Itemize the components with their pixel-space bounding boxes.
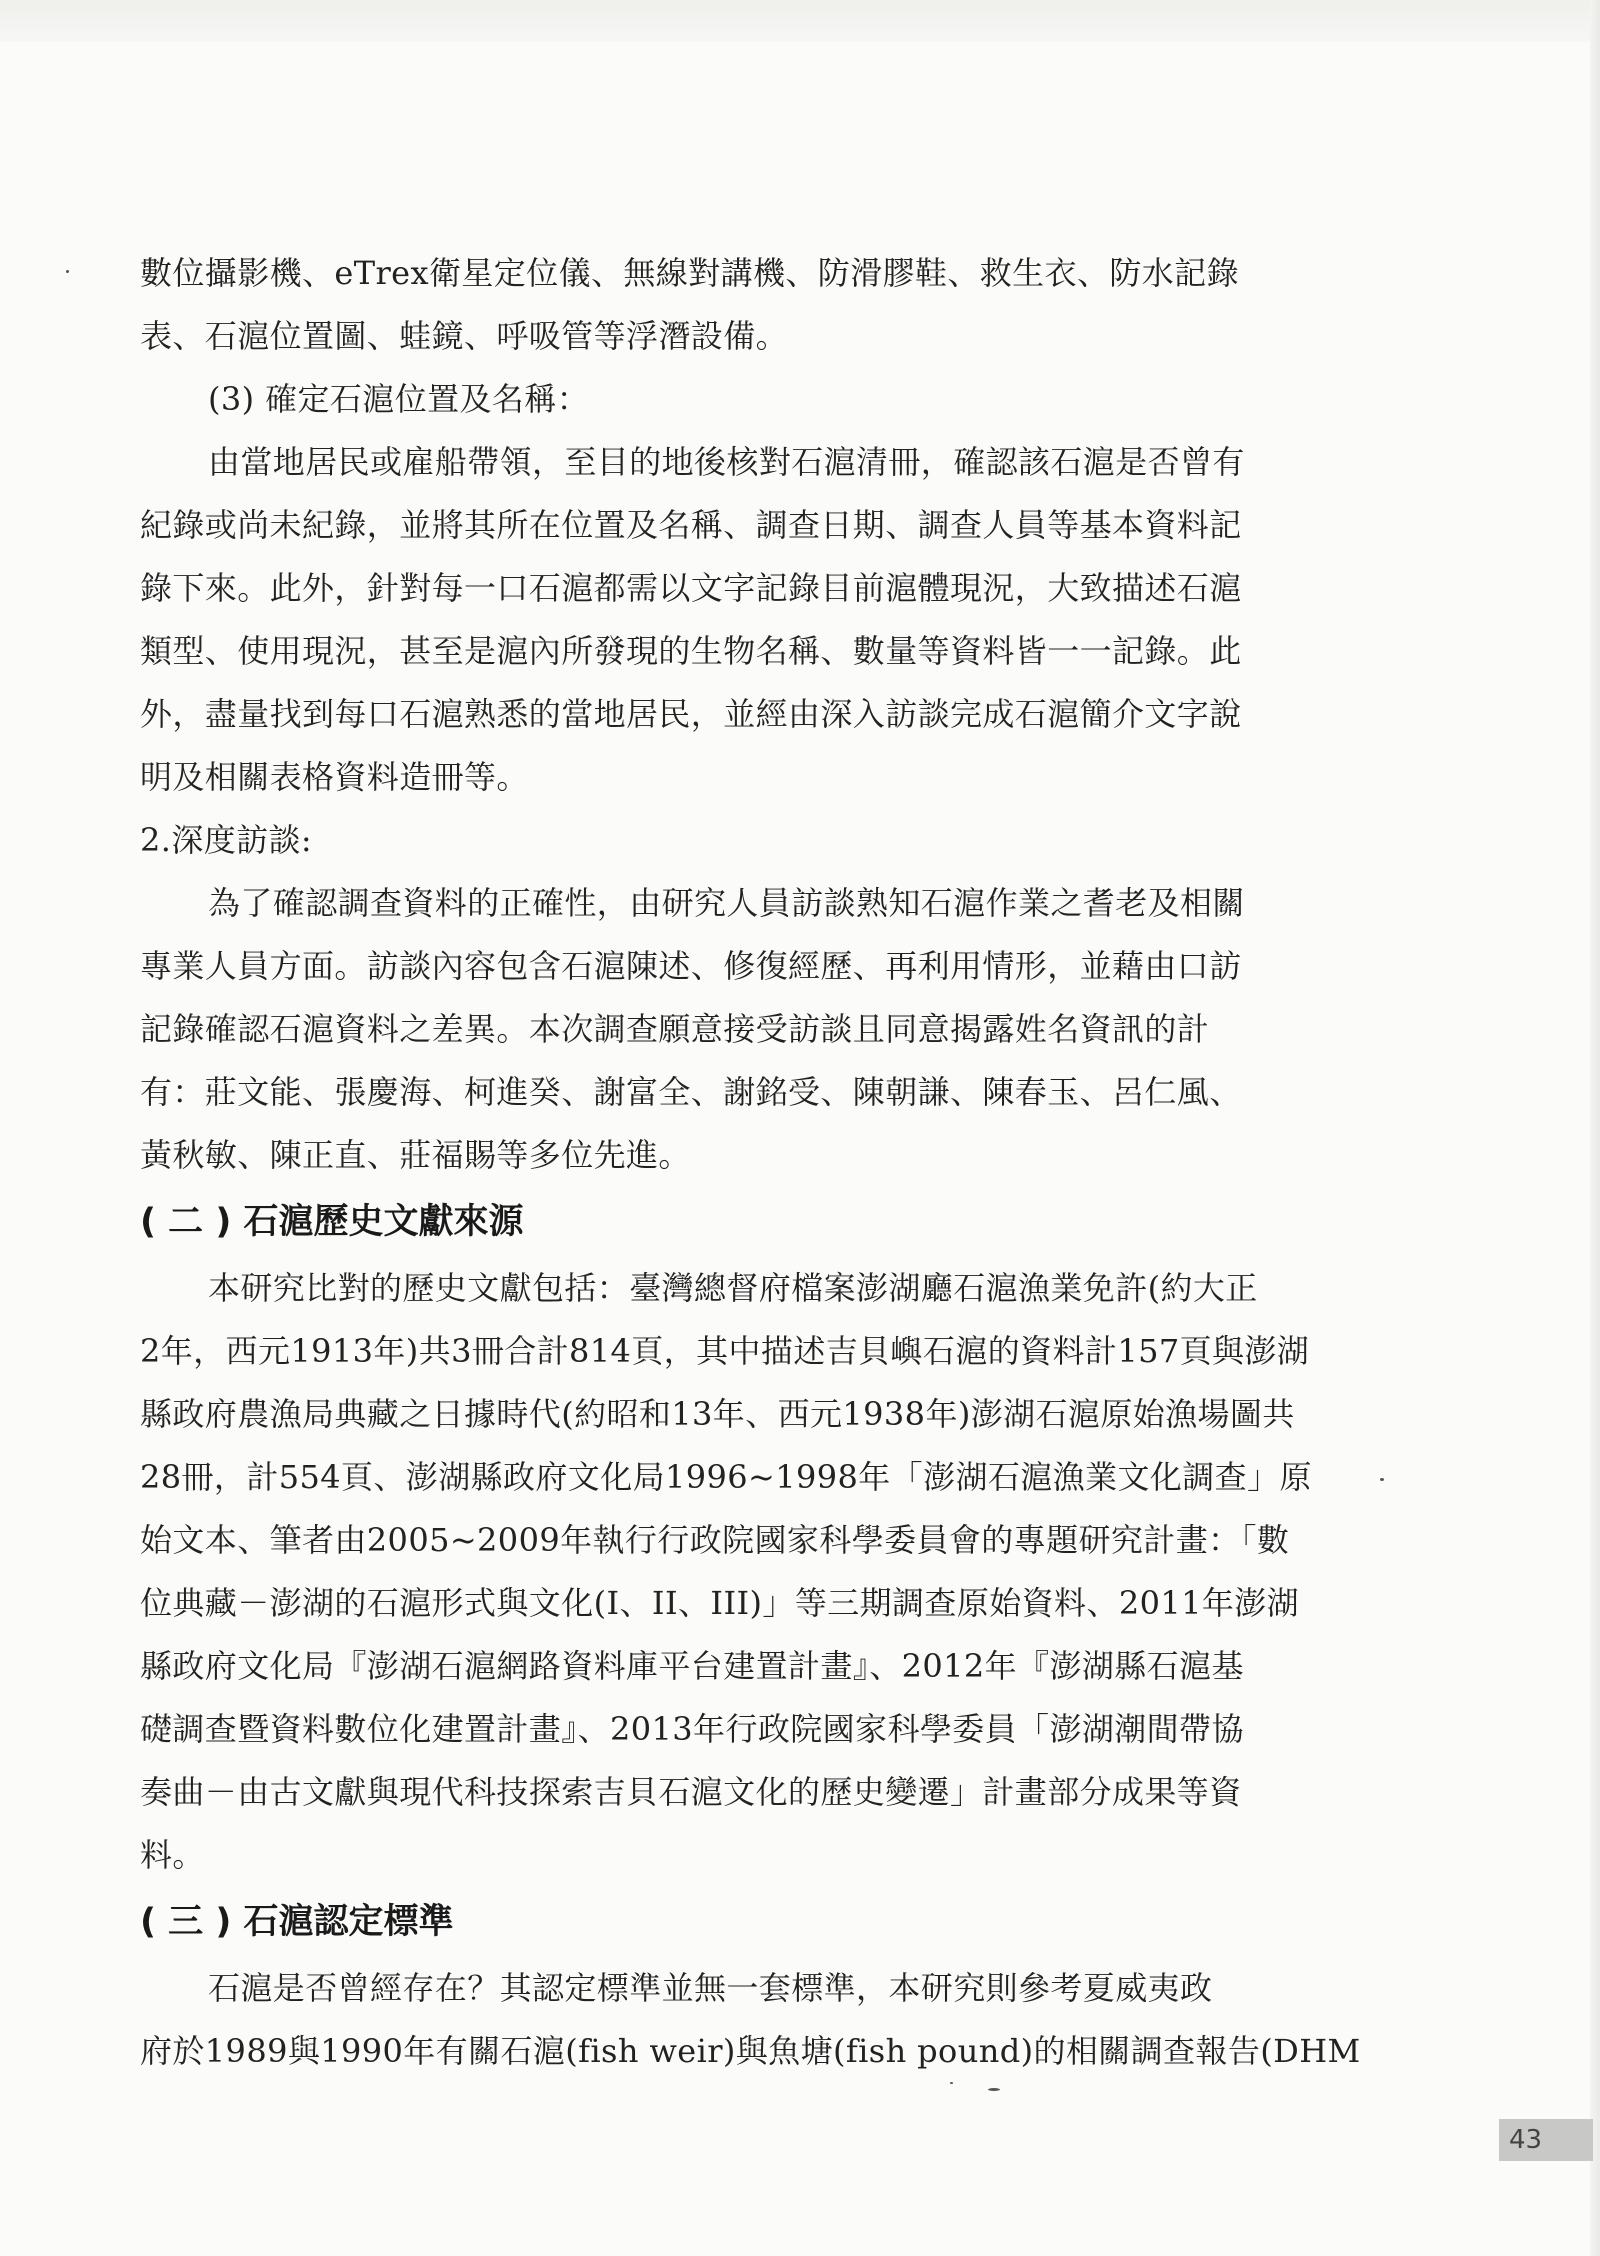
text-line: 2年，西元1913年)共3冊合計814頁，其中描述吉貝嶼石滬的資料計157頁與澎湖 [140, 1332, 1310, 1370]
text-line: 表、石滬位置圖、蛙鏡、呼吸管等浮潛設備。 [140, 317, 789, 355]
paragraph-location-procedure [140, 431, 1325, 809]
paragraph-equipment [140, 242, 1325, 368]
text-line: 黃秋敏、陳正直、莊福賜等多位先進。 [140, 1136, 691, 1174]
text-line: 位典藏－澎湖的石滬形式與文化(I、II、III)」等三期調查原始資料、2011年澎湖 [140, 1584, 1300, 1622]
text-line: 縣政府文化局『澎湖石滬網路資料庫平台建置計畫』、2012年『澎湖縣石滬基 [140, 1647, 1244, 1685]
paragraph-historical-sources [140, 1257, 1325, 1887]
text-line: 記錄確認石滬資料之差異。本次調查願意接受訪談且同意揭露姓名資訊的計 [140, 1010, 1210, 1048]
text-line: 料。 [140, 1836, 205, 1874]
text-line: 類型、使用現況，甚至是滬內所發現的生物名稱、數量等資料皆一一記錄。此 [140, 632, 1242, 670]
text-line: 石滬是否曾經存在？其認定標準並無一套標準，本研究則參考夏威夷政 [208, 1969, 1213, 2007]
scan-right-edge [1590, 0, 1600, 2256]
scan-speck [988, 2088, 1000, 2091]
text-line: 錄下來。此外，針對每一口石滬都需以文字記錄目前滬體現況，大致描述石滬 [140, 569, 1242, 607]
text-line: 有：莊文能、張慶海、柯進癸、謝富全、謝銘受、陳朝謙、陳春玉、呂仁風、 [140, 1073, 1242, 1111]
subheading-text: (3) 確定石滬位置及名稱： [208, 380, 590, 418]
page-number: 43 [1499, 2119, 1593, 2161]
text-line: 奏曲－由古文獻與現代科技探索吉貝石滬文化的歷史變遷」計畫部分成果等資 [140, 1773, 1242, 1811]
subheading-text: 2.深度訪談: [140, 821, 313, 859]
scan-speck [950, 2082, 953, 2084]
subheading-confirm-location [140, 368, 1325, 431]
section-heading-identification-criteria: ( 三 ) 石滬認定標準 [140, 1902, 454, 1942]
text-line: 28冊，計554頁、澎湖縣政府文化局1996~1998年「澎湖石滬漁業文化調查」原 [140, 1458, 1312, 1496]
text-line: 明及相關表格資料造冊等。 [140, 758, 529, 796]
scan-top-band [0, 0, 1600, 42]
text-line: 專業人員方面。訪談內容包含石滬陳述、修復經歷、再利用情形，並藉由口訪 [140, 947, 1242, 985]
scan-speck [66, 270, 69, 273]
text-line: 為了確認調查資料的正確性，由研究人員訪談熟知石滬作業之耆老及相關 [208, 884, 1245, 922]
text-line: 紀錄或尚未紀錄，並將其所在位置及名稱、調查日期、調查人員等基本資料記 [140, 506, 1242, 544]
text-line: 礎調查暨資料數位化建置計畫』、2013年行政院國家科學委員「澎湖潮間帶協 [140, 1710, 1244, 1748]
text-line: 外，盡量找到每口石滬熟悉的當地居民，並經由深入訪談完成石滬簡介文字說 [140, 695, 1242, 733]
section-heading-historical-sources: ( 二 ) 石滬歷史文獻來源 [140, 1202, 524, 1242]
scan-speck [1380, 1478, 1384, 1481]
text-line: 由當地居民或雇船帶領，至目的地後核對石滬清冊，確認該石滬是否曾有 [208, 443, 1245, 481]
text-line: 府於1989與1990年有關石滬(fish weir)與魚塘(fish pound)的相關調查報告(DHM [140, 2032, 1361, 2070]
text-line: 本研究比對的歷史文獻包括：臺灣總督府檔案澎湖廳石滬漁業免許(約大正 [208, 1269, 1258, 1307]
paragraph-interview [140, 872, 1325, 1187]
page-body [140, 242, 1361, 2083]
text-line: 數位攝影機、eTrex衛星定位儀、無線對講機、防滑膠鞋、救生衣、防水記錄 [140, 254, 1239, 292]
subheading-in-depth-interview [140, 809, 1325, 872]
paragraph-identification-criteria [140, 1957, 1361, 2083]
text-line: 縣政府農漁局典藏之日據時代(約昭和13年、西元1938年)澎湖石滬原始漁場圖共 [140, 1395, 1295, 1433]
text-line: 始文本、筆者由2005~2009年執行行政院國家科學委員會的專題研究計畫：「數 [140, 1521, 1290, 1559]
